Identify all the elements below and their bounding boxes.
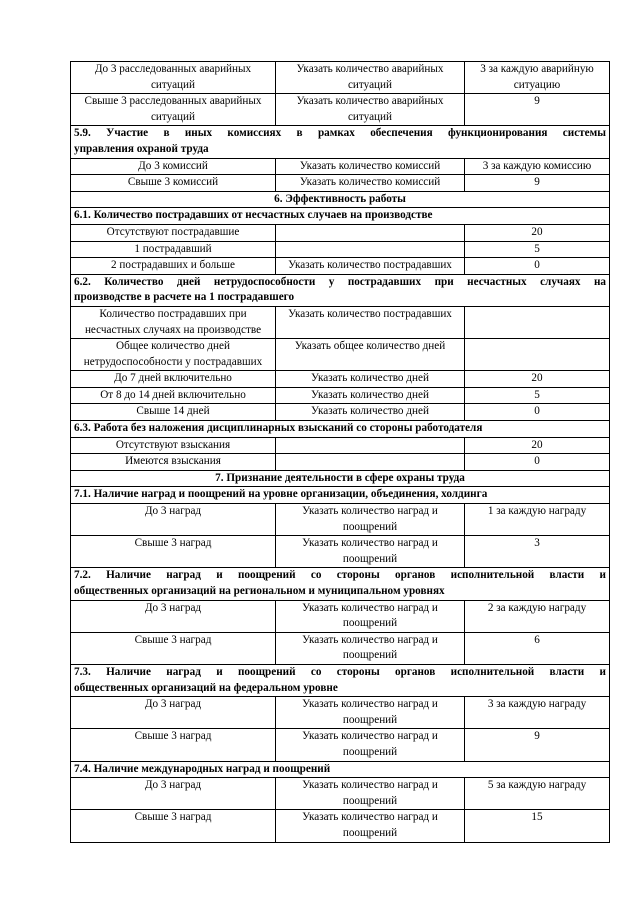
- table-row: [71, 504, 610, 536]
- score-cell: 20: [465, 224, 610, 241]
- chapter-heading-row: [71, 470, 610, 487]
- section-heading-line: 5.9. Участие в иных комиссиях в рамках обеспечения функционирования системы: [74, 127, 606, 140]
- instruction-cell: Указать общее количество дней: [276, 339, 465, 371]
- table-row: [71, 224, 610, 241]
- table-row: [71, 258, 610, 275]
- criterion-cell: Свыше 3 комиссий: [71, 175, 276, 192]
- score-cell: 9: [465, 729, 610, 761]
- section-heading-line: общественных организаций на региональном и муниципальном уровнях: [74, 585, 445, 597]
- criterion-cell: До 3 наград: [71, 600, 276, 632]
- section-heading-line: 6.1. Количество пострадавших от несчастных случаев на производстве: [74, 209, 433, 222]
- instruction-cell: Указать количество аварийных ситуаций: [276, 62, 465, 94]
- instruction-cell: Указать количество наград и поощрений: [276, 697, 465, 729]
- instruction-cell: Указать количество наград и поощрений: [276, 504, 465, 536]
- criterion-cell: До 7 дней включительно: [71, 371, 276, 388]
- score-cell: 3 за каждую аварийную ситуацию: [465, 62, 610, 94]
- instruction-cell: Указать количество пострадавших: [276, 306, 465, 338]
- section-heading-row: [71, 487, 610, 504]
- section-heading-line: 6.2. Количество дней нетрудоспособности у пострадавших при несчастных случаях на: [74, 275, 606, 288]
- section-heading-row: [71, 664, 610, 696]
- section-heading: [71, 208, 610, 225]
- score-cell: 1 за каждую награду: [465, 504, 610, 536]
- score-cell: 3 за каждую комиссию: [465, 158, 610, 175]
- score-cell: 5: [465, 387, 610, 404]
- score-cell: 5 за каждую награду: [465, 778, 610, 810]
- instruction-cell: [276, 241, 465, 258]
- criterion-cell: До 3 комиссий: [71, 158, 276, 175]
- instruction-cell: Указать количество дней: [276, 404, 465, 421]
- chapter-heading-row: [71, 191, 610, 208]
- section-heading: [71, 126, 610, 158]
- score-cell: [465, 306, 610, 338]
- table-row: [71, 600, 610, 632]
- instruction-cell: Указать количество аварийных ситуаций: [276, 94, 465, 126]
- criterion-cell: Количество пострадавших при несчастных случаях на производстве: [71, 306, 276, 338]
- criteria-table-body: [71, 62, 610, 843]
- table-row: [71, 339, 610, 371]
- score-cell: 3: [465, 536, 610, 568]
- table-row: [71, 241, 610, 258]
- instruction-cell: Указать количество комиссий: [276, 175, 465, 192]
- table-row: [71, 778, 610, 810]
- section-heading-line: производстве в расчете на 1 пострадавшего: [74, 291, 295, 304]
- criterion-cell: До 3 расследованных аварийных ситуаций: [71, 62, 276, 94]
- criterion-cell: До 3 наград: [71, 778, 276, 810]
- table-row: [71, 632, 610, 664]
- section-heading-row: [71, 761, 610, 778]
- score-cell: 20: [465, 437, 610, 454]
- criterion-cell: Свыше 3 наград: [71, 536, 276, 568]
- criterion-cell: От 8 до 14 дней включительно: [71, 387, 276, 404]
- criterion-cell: Свыше 3 расследованных аварийных ситуаций: [71, 94, 276, 126]
- table-row: [71, 62, 610, 94]
- section-heading-line: 7.1. Наличие наград и поощрений на уровне организации, объединения, холдинга: [74, 488, 488, 501]
- criterion-cell: Свыше 14 дней: [71, 404, 276, 421]
- score-cell: 0: [465, 404, 610, 421]
- section-heading-line: общественных организаций на федеральном уровне: [74, 681, 338, 694]
- instruction-cell: [276, 454, 465, 471]
- section-heading: [71, 761, 610, 778]
- table-row: [71, 536, 610, 568]
- instruction-cell: Указать количество комиссий: [276, 158, 465, 175]
- table-row: [71, 810, 610, 842]
- score-cell: 15: [465, 810, 610, 842]
- criterion-cell: Отсутствуют взыскания: [71, 437, 276, 454]
- criteria-table-page: [70, 61, 609, 843]
- score-cell: 9: [465, 175, 610, 192]
- instruction-cell: Указать количество наград и поощрений: [276, 632, 465, 664]
- table-row: [71, 404, 610, 421]
- criterion-cell: Свыше 3 наград: [71, 632, 276, 664]
- section-heading-row: [71, 208, 610, 225]
- section-heading-line: 7.4. Наличие международных наград и поощрений: [74, 762, 331, 775]
- table-row: [71, 437, 610, 454]
- instruction-cell: Указать количество наград и поощрений: [276, 778, 465, 810]
- chapter-heading: 7. Признание деятельности в сфере охраны труда: [71, 470, 610, 487]
- score-cell: 3 за каждую награду: [465, 697, 610, 729]
- section-heading-row: [71, 568, 610, 600]
- instruction-cell: [276, 437, 465, 454]
- section-heading-row: [71, 274, 610, 306]
- instruction-cell: [276, 224, 465, 241]
- table-row: [71, 697, 610, 729]
- score-cell: 2 за каждую награду: [465, 600, 610, 632]
- criterion-cell: 1 пострадавший: [71, 241, 276, 258]
- score-cell: 6: [465, 632, 610, 664]
- score-cell: 9: [465, 94, 610, 126]
- table-row: [71, 158, 610, 175]
- instruction-cell: Указать количество наград и поощрений: [276, 536, 465, 568]
- section-heading: [71, 274, 610, 306]
- table-row: [71, 454, 610, 471]
- section-heading-line: управления охраной труда: [74, 142, 209, 155]
- section-heading-line: 7.2. Наличие наград и поощрений со стороны органов исполнительной власти и: [74, 569, 606, 582]
- criterion-cell: До 3 наград: [71, 504, 276, 536]
- criterion-cell: 2 пострадавших и больше: [71, 258, 276, 275]
- table-row: [71, 175, 610, 192]
- criterion-cell: Имеются взыскания: [71, 454, 276, 471]
- instruction-cell: Указать количество наград и поощрений: [276, 810, 465, 842]
- section-heading: [71, 664, 610, 696]
- instruction-cell: Указать количество дней: [276, 371, 465, 388]
- criteria-table: [70, 61, 610, 843]
- chapter-heading: 6. Эффективность работы: [71, 191, 610, 208]
- criterion-cell: Общее количество дней нетрудоспособности у пострадавших: [71, 339, 276, 371]
- criterion-cell: Свыше 3 наград: [71, 729, 276, 761]
- section-heading-row: [71, 126, 610, 158]
- instruction-cell: Указать количество наград и поощрений: [276, 729, 465, 761]
- table-row: [71, 306, 610, 338]
- instruction-cell: Указать количество дней: [276, 387, 465, 404]
- score-cell: 20: [465, 371, 610, 388]
- table-row: [71, 387, 610, 404]
- criterion-cell: До 3 наград: [71, 697, 276, 729]
- table-row: [71, 729, 610, 761]
- section-heading-line: 6.3. Работа без наложения дисциплинарных взысканий со стороны работодателя: [74, 422, 483, 435]
- score-cell: 0: [465, 454, 610, 471]
- criterion-cell: Отсутствуют пострадавшие: [71, 224, 276, 241]
- score-cell: 0: [465, 258, 610, 275]
- criterion-cell: Свыше 3 наград: [71, 810, 276, 842]
- section-heading-line: 7.3. Наличие наград и поощрений со стороны органов исполнительной власти и: [74, 665, 606, 678]
- instruction-cell: Указать количество пострадавших: [276, 258, 465, 275]
- instruction-cell: Указать количество наград и поощрений: [276, 600, 465, 632]
- section-heading: [71, 487, 610, 504]
- table-row: [71, 371, 610, 388]
- table-row: [71, 94, 610, 126]
- section-heading: [71, 568, 610, 600]
- score-cell: 5: [465, 241, 610, 258]
- section-heading-row: [71, 421, 610, 438]
- section-heading: [71, 421, 610, 438]
- score-cell: [465, 339, 610, 371]
